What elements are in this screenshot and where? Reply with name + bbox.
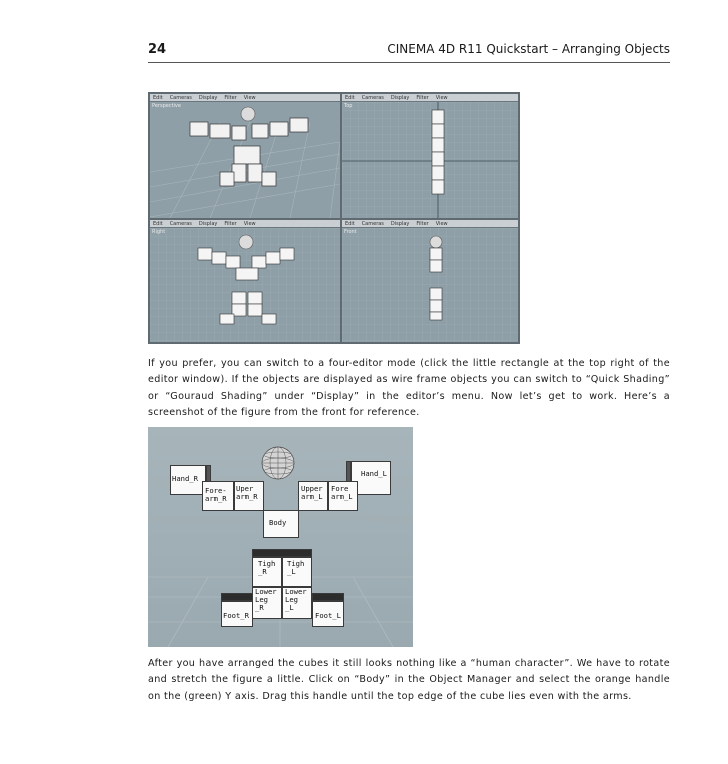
viewport-menu-bar [342, 94, 518, 102]
menu-edit: Edit [153, 221, 163, 227]
label-foot-r: Foot_R [223, 611, 249, 620]
label-forearm-r: Fore- arm_R [205, 486, 227, 503]
menu-display: Display [390, 95, 410, 101]
viewport-menu-bar [150, 220, 340, 228]
label-foot-l: Foot_L [315, 611, 341, 620]
label-forearm-l: Fore arm_L [331, 484, 353, 501]
label-thigh-l: Tigh _L [287, 559, 305, 576]
menu-cameras: Cameras [169, 221, 192, 227]
cube-top-shadow [312, 593, 344, 601]
menu-view: View [435, 95, 448, 101]
menu-filter: Filter [224, 221, 237, 227]
label-lowerleg-r: Lower Leg _R [255, 587, 277, 612]
perspective-scene [150, 102, 340, 218]
right-scene [150, 228, 340, 342]
menu-cameras: Cameras [169, 95, 192, 101]
menu-edit: Edit [345, 95, 355, 101]
menu-filter: Filter [224, 95, 237, 101]
menu-filter: Filter [416, 221, 429, 227]
menu-display: Display [390, 221, 410, 227]
label-hand-r: Hand_R [172, 474, 198, 483]
viewport-label: Front [344, 229, 357, 235]
menu-cameras: Cameras [361, 221, 384, 227]
four-editor-screenshot [148, 92, 520, 344]
menu-view: View [243, 95, 256, 101]
label-lowerleg-l: Lower Leg _L [285, 587, 307, 612]
menu-view: View [435, 221, 448, 227]
front-viewport [342, 220, 518, 342]
cube-top-shadow [252, 549, 312, 557]
menu-edit: Edit [153, 95, 163, 101]
viewport-menu-bar [150, 94, 340, 102]
viewport-label: Right [152, 229, 166, 235]
paragraph-four-editor: If you prefer, you can switch to a four-editor mode (click the little rectangle at the top right of the editor window). If the objects are displayed as wire frame objects you can switch to “Quick Shading” or “Gouraud Shading” under “Display” in the editor’s menu. Now let’s get to work. Here’s a screenshot of the figure from the front for reference. [148, 358, 670, 418]
label-hand-l: Hand_L [361, 469, 387, 478]
header-rule [148, 62, 670, 63]
right-viewport [150, 220, 340, 342]
viewport-menu-bar [342, 220, 518, 228]
label-thigh-r: Tigh _R [258, 559, 276, 576]
cube-top-shadow [221, 593, 253, 601]
top-scene [342, 102, 518, 218]
menu-display: Display [198, 95, 218, 101]
front-scene [342, 228, 518, 342]
perspective-viewport [150, 94, 340, 218]
menu-edit: Edit [345, 221, 355, 227]
viewport-label: Top [344, 103, 353, 109]
menu-display: Display [198, 221, 218, 227]
menu-cameras: Cameras [361, 95, 384, 101]
paragraph-rotate-stretch: After you have arranged the cubes it still looks nothing like a “human character”. We have to rotate and stretch the figure a little. Click on “Body” in the Object Manager and select the orange handle on the (green) Y axis. Drag this handle until the top edge of the cube lies even with the arms. [148, 658, 670, 702]
label-body: Body [269, 518, 287, 527]
viewport-label: Perspective [152, 103, 181, 109]
top-viewport [342, 94, 518, 218]
label-upperarm-r: Uper arm_R [236, 484, 258, 501]
front-view-figure [148, 427, 413, 647]
label-upperarm-l: Upper arm_L [301, 484, 323, 501]
menu-filter: Filter [416, 95, 429, 101]
menu-view: View [243, 221, 256, 227]
page-header [148, 42, 670, 62]
running-title: CINEMA 4D R11 Quickstart – Arranging Objects [387, 42, 670, 56]
page-number: 24 [148, 42, 167, 57]
